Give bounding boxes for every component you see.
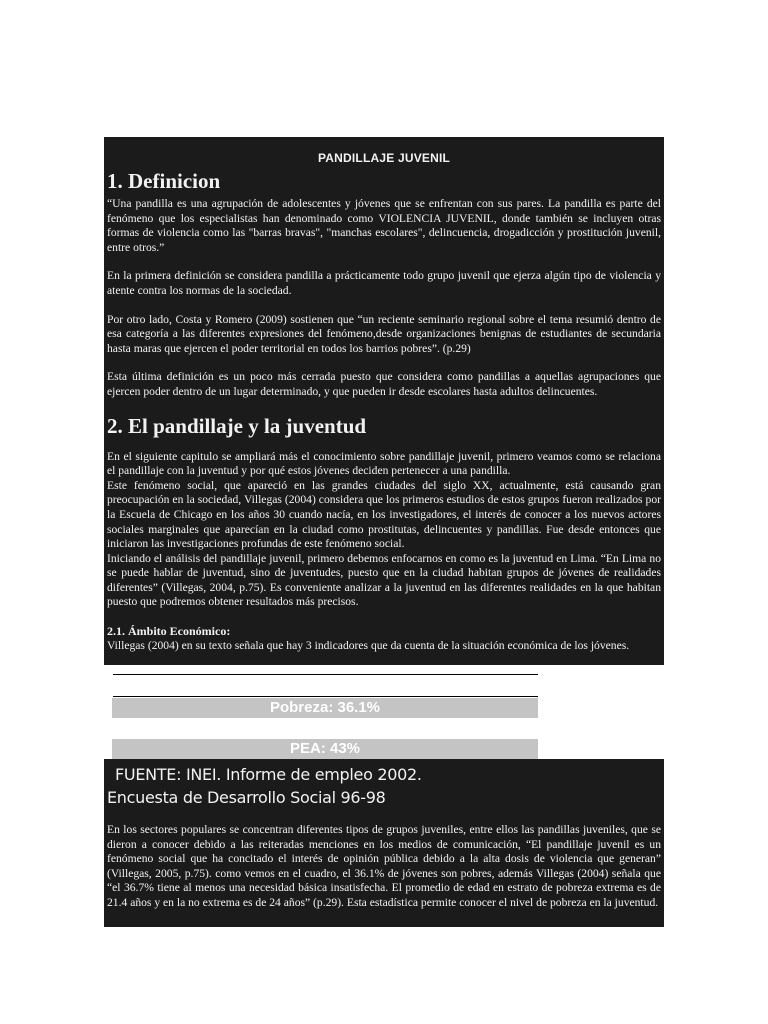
document-title: PANDILLAJE JUVENIL [317,151,451,165]
document-lower-block [104,759,664,927]
section-2-heading: 2. El pandillaje y la juventud [107,413,367,438]
pobreza-indicator: Pobreza: 36.1% [112,698,538,718]
section-1-paragraph-4: Esta última definición es un poco más cerrada puesto que considera como pandillas a aquellas agrupaciones que ejercen poder dentro de un lugar determinado, y que pueden ir desde escolares hasta adultos delincuentes. [107,370,661,398]
section-1-paragraph-2: En la primera definición se considera pandilla a prácticamente todo grupo juvenil que ejerza algún tipo de violencia y atente contra los normas de la sociedad. [107,269,661,297]
section-2-1-paragraph: Villegas (2004) en su texto señala que hay 3 indicadores que da cuenta de la situación económica de los jóvenes. [107,639,630,653]
section-2-paragraph-3: Iniciando el análisis del pandillaje juvenil, primero debemos enfocarnos en como es la juventud en Lima. “En Lima no se puede hablar de juventud, sino de juventudes, puesto que en la ciudad habitan grupos de jóvenes de realidades diferentes” (Villegas, 2004, p.75). Es conveniente analizar a la juventud en las diferentes realidades en la que habitan puesto que podremos obtener resultados más precisos. [107,551,661,609]
divider-line [113,674,538,675]
section-1-heading: 1. Definicion [107,169,221,193]
source-line-2: Encuesta de Desarrollo Social 96-98 [107,788,386,807]
source-line-1: FUENTE: INEI. Informe de empleo 2002. [115,765,422,784]
section-2-paragraph-2: Este fenómeno social, que apareció en las grandes ciudades del siglo XX, actualmente, está causando gran preocupación en la sociedad, Villegas (2004) considera que los primeros estudios de estos grupos fueron realizados por la Escuela de Chicago en los años 30 cuando nacía, en los investigadores, el interés de conocer a los nuevos actores sociales marginales que aparecían en la ciudad como prostitutas, delincuentes y pandillas. Fue desde entonces que iniciaron las investigaciones profundas de este fenómeno social. [107,478,661,551]
section-1-paragraph-3: Por otro lado, Costa y Romero (2009) sostienen que “un reciente seminario regional sobre el tema resumió dentro de esa categoría a las diferentes expresiones del fenómeno,desde organizaciones benignas de estudiantes de secundaria hasta maras que ejercen el poder territorial en todos los barrios pobres”. (p.29) [107,312,661,355]
closing-paragraph: En los sectores populares se concentran diferentes tipos de grupos juveniles, entre ellos las pandillas juveniles, que se dieron a conocer debido a las reiteradas menciones en los medios de comunicación, “El pandillaje juvenil es un fenómeno social que ha concitado el interés de opinión pública debido a la alta dosis de violencia que generan” (Villegas, 2005, p.75). como vemos en el cuadro, el 36.1% de jóvenes son pobres, además Villegas (2004) señala que “el 36.7% tiene al menos una necesidad básica insatisfecha. El promedio de edad en estrato de pobreza extrema es de 21.4 años y en la no extrema es de 24 años” (p.29). Esta estadística permite conocer el nivel de pobreza en la juventud. [107,823,661,909]
section-2-paragraph-1: En el siguiente capitulo se ampliará más el conocimiento sobre pandillaje juvenil, primero veamos como se relaciona el pandillaje con la juventud y por qué estos jóvenes deciden pertenecer a una pandilla. [107,449,661,478]
divider-line [113,696,538,697]
section-1-paragraph-1: “Una pandilla es una agrupación de adolescentes y jóvenes que se enfrentan con sus pares. La pandilla es parte del fenómeno que los especialistas han denominado como VIOLENCIA JUVENIL, donde también se incluyen otras formas de violencia como las "barras bravas", "manchas escolares", delincuencia, drogadicción y prostitución juvenil, entre otros.” [107,197,661,254]
pea-indicator: PEA: 43% [112,739,538,759]
document-upper-block [104,137,664,665]
section-2-1-heading: 2.1. Ámbito Económico: [107,624,231,639]
